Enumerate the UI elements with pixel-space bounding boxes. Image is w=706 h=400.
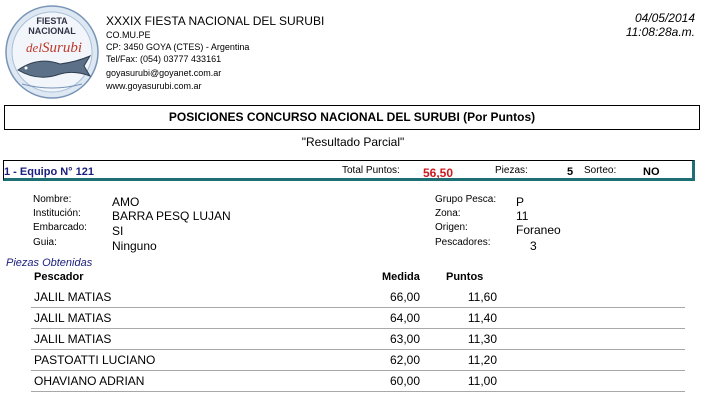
org-name: CO.MU.PE xyxy=(106,30,151,40)
piece-points: 11,20 xyxy=(467,353,497,367)
origin-value: Foraneo xyxy=(516,223,561,237)
piece-points: 11,00 xyxy=(467,374,497,388)
boarded-label: Embarcado: xyxy=(33,222,87,233)
zone-value: 11 xyxy=(516,209,529,223)
org-website: www.goyasurubi.com.ar xyxy=(106,81,202,91)
column-header-size: Medida xyxy=(382,271,420,283)
fisher-name: JALIL MATIAS xyxy=(34,290,112,304)
table-row xyxy=(31,287,685,308)
draw-value: NO xyxy=(643,166,660,178)
fisher-name: JALIL MATIAS xyxy=(34,332,112,346)
org-address: CP: 3450 GOYA (CTES) - Argentina xyxy=(106,42,250,52)
guide-label: Guia: xyxy=(33,237,57,248)
fishers-count-label: Pescadores: xyxy=(435,237,491,248)
report-title: POSICIONES CONCURSO NACIONAL DEL SURUBI (Por Puntos) xyxy=(4,105,700,130)
svg-text:FIESTA: FIESTA xyxy=(36,16,68,26)
piece-points: 11,30 xyxy=(467,332,497,346)
report-date: 04/05/2014 xyxy=(634,11,695,25)
zone-label: Zona: xyxy=(435,208,461,219)
institution-value: BARRA PESQ LUJAN xyxy=(112,209,231,223)
origin-label: Origen: xyxy=(435,222,468,233)
svg-text:Surubi: Surubi xyxy=(41,40,83,56)
report-time: 11:08:28a.m. xyxy=(625,25,695,39)
table-row xyxy=(31,308,685,329)
name-label: Nombre: xyxy=(33,194,72,205)
org-phone: Tel/Fax: (054) 03777 433161 xyxy=(106,54,222,64)
fishers-count-value: 3 xyxy=(530,239,537,253)
report-subtitle: "Resultado Parcial" xyxy=(301,135,405,149)
svg-text:NACIONAL: NACIONAL xyxy=(28,26,76,36)
institution-label: Institución: xyxy=(33,208,81,219)
svg-text:del: del xyxy=(26,40,42,55)
org-email: goyasurubi@goyanet.com.ar xyxy=(106,68,222,78)
fisher-name: PASTOATTI LUCIANO xyxy=(34,353,156,367)
piece-size: 64,00 xyxy=(389,311,420,325)
event-logo xyxy=(4,4,100,100)
piece-size: 62,00 xyxy=(389,353,420,367)
org-title: XXXIX FIESTA NACIONAL DEL SURUBI xyxy=(106,14,325,28)
table-row xyxy=(31,371,685,392)
total-points-value: 56,50 xyxy=(423,166,454,180)
boarded-value: SI xyxy=(112,224,124,238)
fisher-name: JALIL MATIAS xyxy=(34,311,112,325)
pieces-section-title: Piezas Obtenidas xyxy=(6,257,93,269)
table-row xyxy=(31,329,685,350)
piece-points: 11,40 xyxy=(467,311,497,325)
piece-size: 66,00 xyxy=(389,290,420,304)
column-header-fisher: Pescador xyxy=(34,271,84,283)
piece-points: 11,60 xyxy=(467,290,497,304)
fisher-name: OHAVIANO ADRIAN xyxy=(34,374,145,388)
team-name: 1 - Equipo N° 121 xyxy=(4,166,94,178)
guide-value: Ninguno xyxy=(112,239,157,253)
fishing-group-label: Grupo Pesca: xyxy=(435,194,497,205)
column-header-points: Puntos xyxy=(446,271,484,283)
pieces-label: Piezas: xyxy=(495,165,528,176)
total-points-label: Total Puntos: xyxy=(342,165,400,176)
pieces-value: 5 xyxy=(567,166,574,178)
piece-size: 63,00 xyxy=(389,332,420,346)
draw-label: Sorteo: xyxy=(584,165,617,176)
fishing-group-value: P xyxy=(516,195,525,209)
table-row xyxy=(31,350,685,371)
piece-size: 60,00 xyxy=(389,374,420,388)
name-value: AMO xyxy=(112,195,140,209)
